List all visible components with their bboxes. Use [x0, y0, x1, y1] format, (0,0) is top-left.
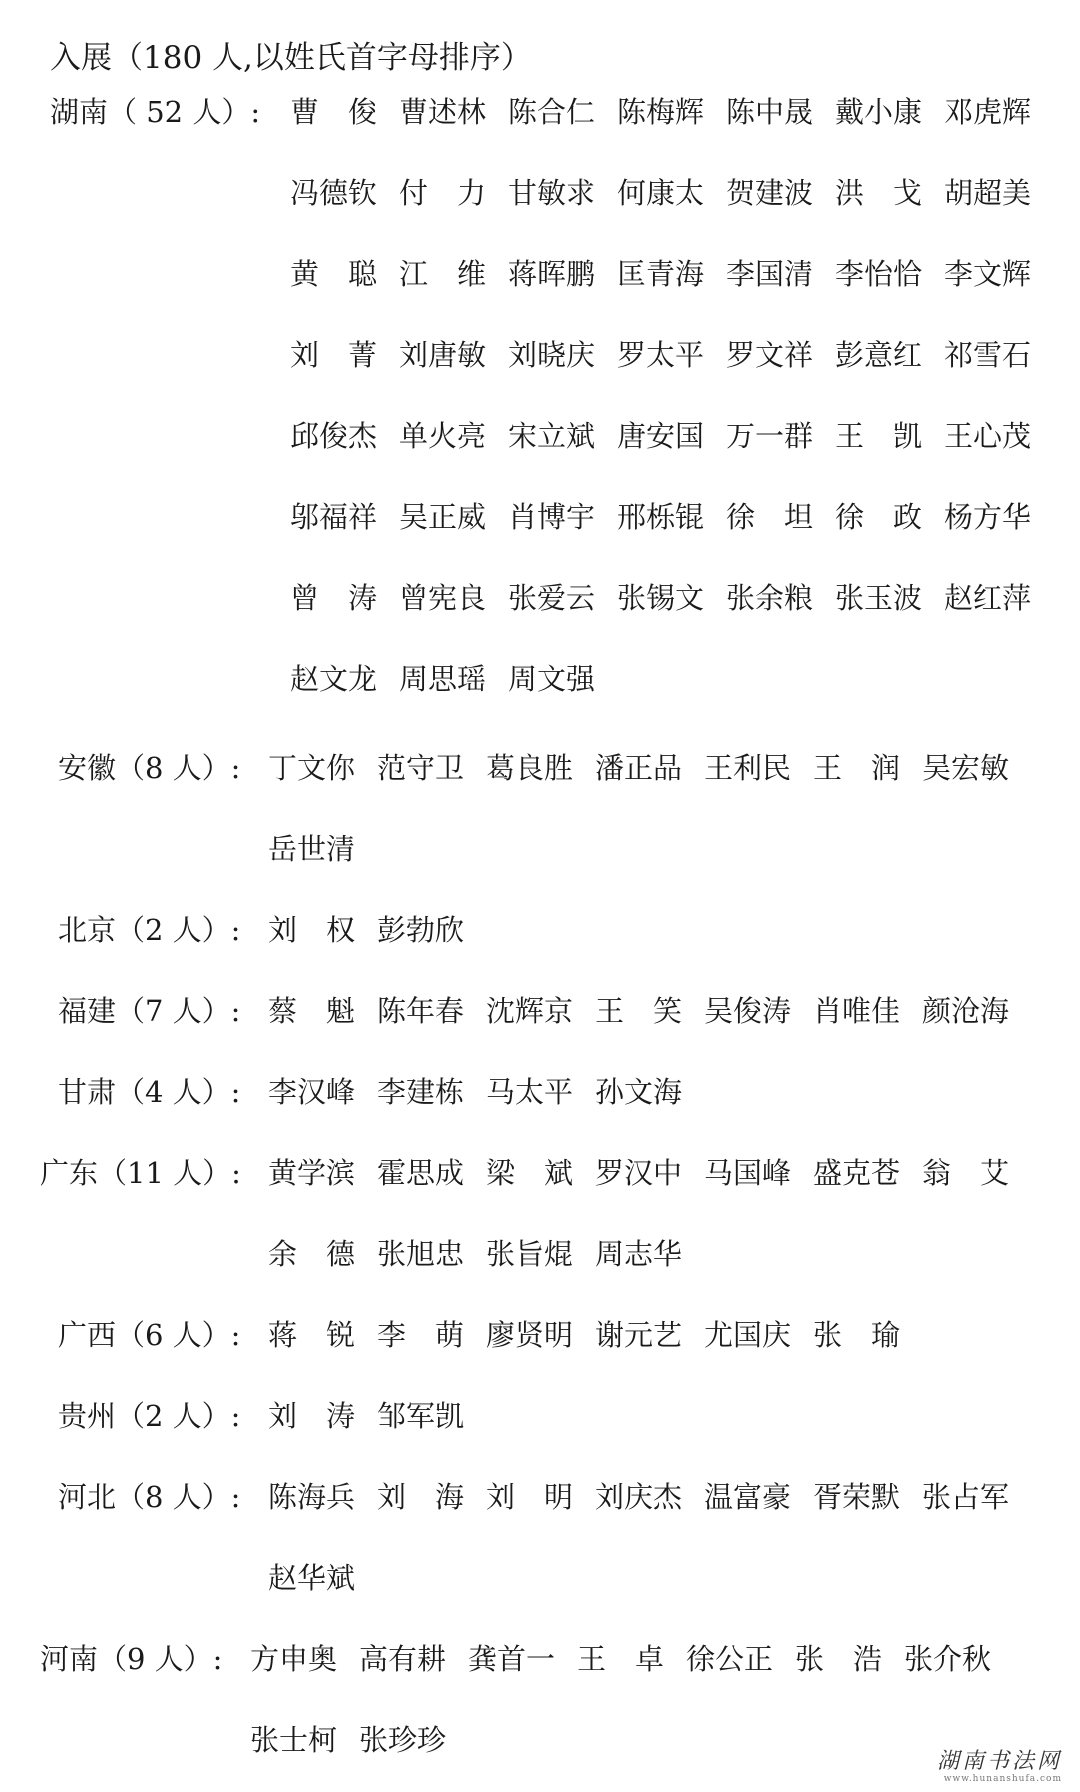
- exhibitor-name: 张旭忠: [377, 1237, 465, 1271]
- exhibitor-name: 赵红萍: [944, 581, 1032, 615]
- site-watermark: [937, 1750, 1062, 1784]
- exhibitor-name: 吴宏敏: [922, 751, 1010, 785]
- exhibitor-name: 尤国庆: [704, 1318, 792, 1352]
- region-label: 河南（9 人）:: [40, 1642, 223, 1676]
- exhibitor-name: 廖贤明: [486, 1318, 574, 1352]
- exhibitor-name: 霍思成: [377, 1156, 465, 1190]
- exhibitor-name: 张旨焜: [486, 1237, 574, 1271]
- exhibitor-name: 何康太: [617, 176, 705, 210]
- exhibitor-name: 曾宪良: [399, 581, 487, 615]
- exhibitor-name: 徐公正: [686, 1642, 774, 1676]
- exhibitor-name: 孙文海: [595, 1075, 683, 1109]
- exhibitor-name: 唐安国: [617, 419, 705, 453]
- exhibitor-name: 刘 海: [377, 1480, 465, 1514]
- exhibitor-name: 张余粮: [726, 581, 814, 615]
- exhibitor-name: 罗文祥: [726, 338, 814, 372]
- exhibitor-name: 李 萌: [377, 1318, 465, 1352]
- exhibitor-name: 戴小康: [835, 95, 923, 129]
- exhibitor-name: 蔡 魁: [268, 994, 356, 1028]
- exhibitor-name: 单火亮: [399, 419, 487, 453]
- exhibitor-name: 盛克苍: [813, 1156, 901, 1190]
- exhibitor-name: 曹 俊: [290, 95, 378, 129]
- exhibitor-name: 万一群: [726, 419, 814, 453]
- exhibitor-name: 葛良胜: [486, 751, 574, 785]
- exhibitor-name: 邱俊杰: [290, 419, 378, 453]
- exhibitor-name: 祁雪石: [944, 338, 1032, 372]
- exhibitor-name: 马太平: [486, 1075, 574, 1109]
- exhibitor-name: 江 维: [399, 257, 487, 291]
- exhibitor-name: 余 德: [268, 1237, 356, 1271]
- exhibitor-name: 邹军凯: [377, 1399, 465, 1433]
- exhibitor-name: 王心茂: [944, 419, 1032, 453]
- region-label: 湖南（ 52 人）:: [50, 95, 261, 129]
- exhibitor-name: 刘 明: [486, 1480, 574, 1514]
- exhibitor-name: 黄学滨: [268, 1156, 356, 1190]
- exhibitor-name: 肖唯佳: [813, 994, 901, 1028]
- exhibitor-name: 徐 政: [835, 500, 923, 534]
- exhibitor-name: 王 笑: [595, 994, 683, 1028]
- exhibitor-name: 陈海兵: [268, 1480, 356, 1514]
- exhibitor-name: 曹述林: [399, 95, 487, 129]
- exhibitor-name: 颜沧海: [922, 994, 1010, 1028]
- exhibitor-name: 邢栎锟: [617, 500, 705, 534]
- exhibitor-name: 丁文你: [268, 751, 356, 785]
- exhibitor-name: 张 瑜: [813, 1318, 901, 1352]
- exhibitor-name: 胥荣默: [813, 1480, 901, 1514]
- exhibitor-name: 杨方华: [944, 500, 1032, 534]
- exhibitor-name: 付 力: [399, 176, 487, 210]
- exhibitor-name: 匡青海: [617, 257, 705, 291]
- exhibitor-name: 马国峰: [704, 1156, 792, 1190]
- exhibitor-name: 刘晓庆: [508, 338, 596, 372]
- exhibitor-name: 王 凯: [835, 419, 923, 453]
- exhibitor-name: 彭勃欣: [377, 913, 465, 947]
- exhibitor-name: 李汉峰: [268, 1075, 356, 1109]
- exhibitor-name: 周文强: [508, 662, 596, 696]
- exhibitor-name: 陈年春: [377, 994, 465, 1028]
- exhibitor-name: 张 浩: [795, 1642, 883, 1676]
- region-label: 安徽（8 人）:: [58, 751, 241, 785]
- exhibitor-name: 刘庆杰: [595, 1480, 683, 1514]
- exhibitor-name: 陈中晟: [726, 95, 814, 129]
- exhibitor-name: 徐 坦: [726, 500, 814, 534]
- region-label: 贵州（2 人）:: [58, 1399, 241, 1433]
- exhibitor-name: 张玉波: [835, 581, 923, 615]
- exhibitor-name: 潘正品: [595, 751, 683, 785]
- exhibitor-name: 张珍珍: [359, 1723, 447, 1757]
- region-label: 北京（2 人）:: [58, 913, 241, 947]
- exhibitor-name: 张占军: [922, 1480, 1010, 1514]
- exhibitor-name: 王 润: [813, 751, 901, 785]
- exhibitor-name: 刘 权: [268, 913, 356, 947]
- exhibitor-name: 甘敏求: [508, 176, 596, 210]
- exhibitor-name: 李怡恰: [835, 257, 923, 291]
- exhibitor-name: 王 卓: [577, 1642, 665, 1676]
- exhibitor-name: 刘 涛: [268, 1399, 356, 1433]
- exhibitor-name: 范守卫: [377, 751, 465, 785]
- exhibitor-name: 龚首一: [468, 1642, 556, 1676]
- exhibitor-name: 张士柯: [250, 1723, 338, 1757]
- exhibitor-name: 岳世清: [268, 832, 356, 866]
- exhibitor-name: 蒋 锐: [268, 1318, 356, 1352]
- exhibitor-name: 冯德钦: [290, 176, 378, 210]
- exhibitor-name: 张爱云: [508, 581, 596, 615]
- exhibitor-name: 王利民: [704, 751, 792, 785]
- region-label: 甘肃（4 人）:: [58, 1075, 241, 1109]
- exhibitor-name: 邓虎辉: [944, 95, 1032, 129]
- exhibitor-name: 刘 菁: [290, 338, 378, 372]
- exhibitor-name: 黄 聪: [290, 257, 378, 291]
- exhibitor-name: 贺建波: [726, 176, 814, 210]
- exhibitor-name: 谢元艺: [595, 1318, 683, 1352]
- exhibitor-name: 罗太平: [617, 338, 705, 372]
- watermark-logo-text: 湖南书法网: [936, 1749, 1062, 1774]
- exhibitor-name: 赵华斌: [268, 1561, 356, 1595]
- exhibitor-name: 吴俊涛: [704, 994, 792, 1028]
- region-label: 福建（7 人）:: [58, 994, 241, 1028]
- exhibitor-name: 沈辉京: [486, 994, 574, 1028]
- exhibitor-name: 肖博宇: [508, 500, 596, 534]
- exhibitor-name: 方申奥: [250, 1642, 338, 1676]
- exhibitor-name: 梁 斌: [486, 1156, 574, 1190]
- exhibitor-name: 李文辉: [944, 257, 1032, 291]
- exhibitor-name: 张锡文: [617, 581, 705, 615]
- exhibitor-name: 彭意红: [835, 338, 923, 372]
- exhibitor-name: 李建栋: [377, 1075, 465, 1109]
- exhibitor-name: 翁 艾: [922, 1156, 1010, 1190]
- exhibitor-name: 张介秋: [904, 1642, 992, 1676]
- exhibitor-name: 刘唐敏: [399, 338, 487, 372]
- exhibitor-name: 胡超美: [944, 176, 1032, 210]
- exhibitor-name: 李国清: [726, 257, 814, 291]
- exhibitor-name: 周志华: [595, 1237, 683, 1271]
- exhibitor-name: 蒋晖鹏: [508, 257, 596, 291]
- exhibitor-name: 洪 戈: [835, 176, 923, 210]
- region-label: 广西（6 人）:: [58, 1318, 241, 1352]
- exhibitor-name: 温富豪: [704, 1480, 792, 1514]
- exhibitor-name: 陈梅辉: [617, 95, 705, 129]
- exhibitor-name: 高有耕: [359, 1642, 447, 1676]
- watermark-url: www.hunanshufa.com: [943, 1774, 1062, 1784]
- exhibitor-name: 吴正威: [399, 500, 487, 534]
- exhibitor-name: 宋立斌: [508, 419, 596, 453]
- exhibitor-name: 陈合仁: [508, 95, 596, 129]
- region-label: 河北（8 人）:: [58, 1480, 241, 1514]
- exhibitor-name: 罗汉中: [595, 1156, 683, 1190]
- page-title: 入展（180 人,以姓氏首字母排序）: [50, 40, 532, 76]
- exhibitor-name: 周思瑶: [399, 662, 487, 696]
- exhibitor-name: 赵文龙: [290, 662, 378, 696]
- exhibitor-name: 曾 涛: [290, 581, 378, 615]
- exhibitor-name: 邬福祥: [290, 500, 378, 534]
- region-label: 广东（11 人）:: [40, 1156, 241, 1190]
